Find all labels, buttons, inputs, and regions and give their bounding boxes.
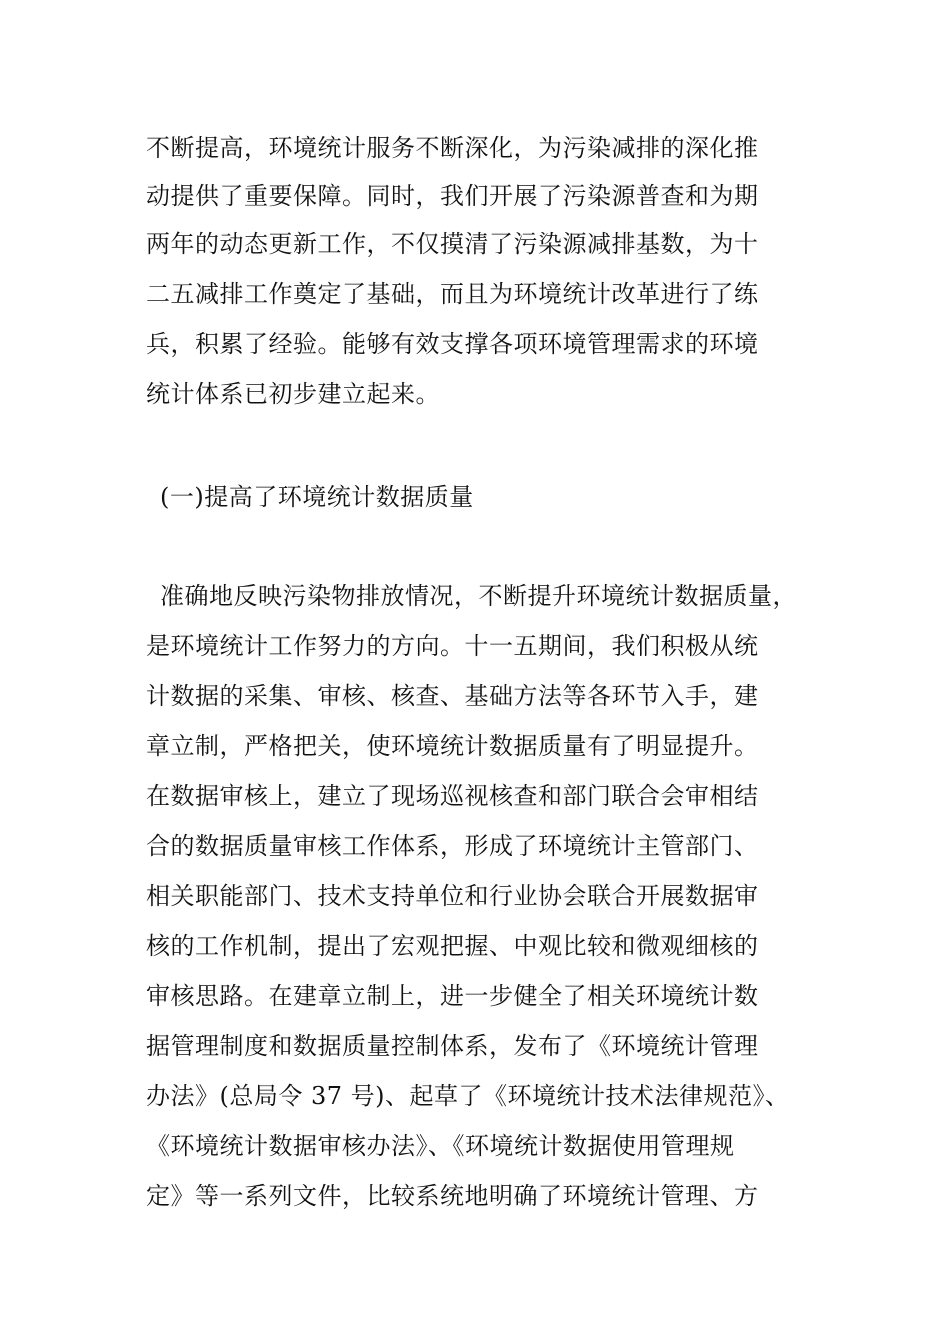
paragraph-line: 定》等一系列文件，比较系统地明确了环境统计管理、方	[146, 1182, 759, 1210]
paragraph-line: 在数据审核上，建立了现场巡视核查和部门联合会审相结	[146, 782, 759, 810]
paragraph-line: 计数据的采集、审核、核查、基础方法等各环节入手，建	[146, 682, 759, 710]
paragraph-line: 兵，积累了经验。能够有效支撑各项环境管理需求的环境	[146, 330, 759, 358]
paragraph-line: 核的工作机制，提出了宏观把握、中观比较和微观细核的	[146, 932, 759, 960]
paragraph-line: 据管理制度和数据质量控制体系，发布了《环境统计管理	[146, 1032, 759, 1060]
paragraph-line: 合的数据质量审核工作体系，形成了环境统计主管部门、	[146, 832, 759, 860]
paragraph-line: 两年的动态更新工作，不仅摸清了污染源减排基数，为十	[146, 230, 759, 258]
section-heading: (一)提高了环境统计数据质量	[160, 483, 474, 511]
paragraph-line: 办法》(总局令 37 号)、起草了《环境统计技术法律规范》、	[146, 1082, 790, 1110]
paragraph-line: 《环境统计数据审核办法》、《环境统计数据使用管理规	[146, 1132, 735, 1160]
paragraph-line: 动提供了重要保障。同时，我们开展了污染源普查和为期	[146, 182, 759, 210]
paragraph-line: 准确地反映污染物排放情况，不断提升环境统计数据质量，	[160, 582, 797, 610]
paragraph-line: 不断提高，环境统计服务不断深化，为污染减排的深化推	[146, 134, 759, 162]
paragraph-line: 统计体系已初步建立起来。	[146, 380, 440, 408]
paragraph-line: 审核思路。在建章立制上，进一步健全了相关环境统计数	[146, 982, 759, 1010]
paragraph-line: 是环境统计工作努力的方向。十一五期间，我们积极从统	[146, 632, 759, 660]
paragraph-line: 章立制，严格把关，使环境统计数据质量有了明显提升。	[146, 732, 759, 760]
paragraph-line: 二五减排工作奠定了基础，而且为环境统计改革进行了练	[146, 280, 759, 308]
paragraph-line: 相关职能部门、技术支持单位和行业协会联合开展数据审	[146, 882, 759, 910]
